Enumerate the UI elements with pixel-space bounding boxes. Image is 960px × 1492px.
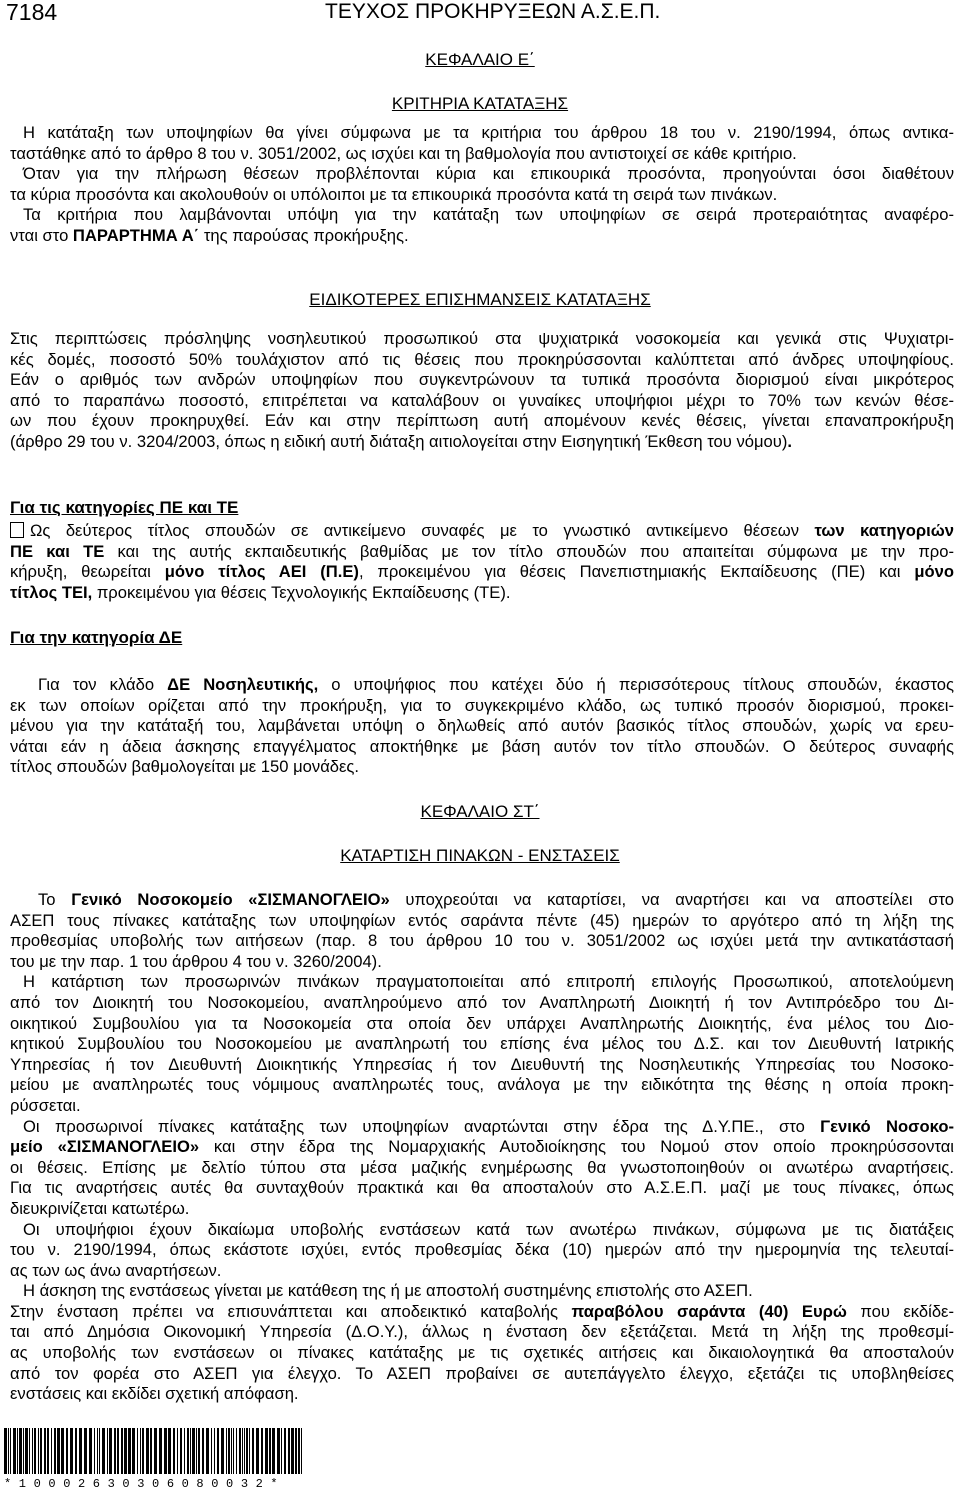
barcode-bar (150, 1428, 152, 1474)
text-line: Υπηρεσίας ή τον Διευθυντή Διοικητικής Υπηρεσίας ή τον Διευθυντή της Νοσηλευτικής Υπηρεσίας του Νοσοκο- (10, 1054, 954, 1074)
text-segment: , προκειμένου για θέσεις Πανεπιστημιακής Εκπαίδευσης (ΠΕ) και (358, 562, 915, 582)
barcode-bar (40, 1428, 42, 1474)
barcode-bar (109, 1428, 112, 1474)
text-line: Εάν ο αριθμός των ανδρών υποψηφίων που συγκεντρώνουν τα τυπικά προσόντα διορισμού είναι μικρότερος (10, 370, 954, 390)
text-line (10, 562, 954, 583)
text-line: από το παραπάνω ποσοστό, επιτρέπεται να καταλάβουν οι γυναίκες υποψήφιοι μέχρι το 70% των κενών θέσε- (10, 390, 954, 410)
text-line (10, 542, 954, 563)
page-header (6, 0, 954, 30)
barcode-bar (128, 1428, 131, 1474)
barcode-bar (202, 1428, 204, 1474)
text-line (10, 432, 954, 453)
barcode-bar (117, 1428, 119, 1474)
barcode-bar (154, 1428, 157, 1474)
barcode-bar (187, 1428, 189, 1474)
barcode-bar (221, 1428, 224, 1474)
barcode-bar (295, 1428, 297, 1474)
barcode-bar (180, 1428, 182, 1474)
text-line: τίτλος σπουδών βαθμολογείται με 150 μονάδες. (10, 757, 360, 777)
pe-te-paragraph (10, 521, 954, 603)
barcode-bar (146, 1428, 149, 1474)
barcode-bar (70, 1428, 73, 1474)
barcode-bar (272, 1428, 275, 1474)
text-line: οικητικού Συμβουλίου για τα Νοσοκομεία στα οποία δεν υπάρχει Αναπληρωτής Διοικητής, ένα μέλος του Διο- (10, 1013, 954, 1033)
tables-objections-paragraphs (10, 890, 954, 1405)
barcode-bar (97, 1428, 98, 1474)
text-line: Οι υποψήφιοι έχουν δικαίωμα υποβολής ενστάσεων κατά των ανωτέρω πινάκων, σύμφωνα με τις διατάξεις (23, 1219, 954, 1239)
journal-title: ΤΕΥΧΟΣ ΠΡΟΚΗΡΥΞΕΩΝ Α.Σ.Ε.Π. (325, 0, 661, 23)
barcode-bar (114, 1428, 116, 1474)
text-line: εκ των οποίων ορίζεται από την προκήρυξη, για το συγκεκριμένο κλάδο, ως τυπικό προσόν διορισμού, προκει- (10, 695, 954, 715)
barcode-bar (298, 1428, 300, 1474)
chapter-e-heading: ΚΕΦΑΛΑΙΟ Ε΄ (425, 50, 535, 69)
barcode-bar (47, 1428, 49, 1474)
barcode-bar (168, 1428, 171, 1474)
text-segment: και της αυτής εκπαιδευτικής βαθμίδας με τον τίτλο σπουδών που απαιτείται σύμφωνα με την προ- (104, 541, 954, 561)
barcode-bar (233, 1428, 234, 1474)
barcode-bar (99, 1428, 100, 1474)
text-line: Η άσκηση της ενστάσεως γίνεται με κατάθεση της ή με αποστολή συστημένης επιστολής στο ΑΣΕΠ. (23, 1281, 753, 1301)
barcode-bar (51, 1428, 52, 1474)
barcode-bar (137, 1428, 138, 1474)
text-line: νάται εάν η άδεια άσκησης επαγγέλματος αποκτήθηκε με βάση αυτόν τον τίτλο σπουδών. Ο δεύτερος συναφής (10, 736, 954, 756)
text-line: ΑΣΕΠ τους πίνακες κατάταξης των υποψηφίων εντός σαράντα πέντε (45) ημερών το αργότερο από τη λήξη της (10, 910, 954, 930)
barcode-bar (13, 1428, 16, 1474)
text-line: μένου για την κατάταξή του, λαμβάνεται υπόψη ο δηλωθείς από αυτόν βασικός τίτλος σπουδών, χωρίς να ερευ- (10, 716, 954, 736)
barcode-bar (226, 1428, 227, 1474)
barcode-bar (249, 1428, 250, 1474)
page-number: 7184 (6, 0, 58, 25)
chapter-st-heading: ΚΕΦΑΛΑΙΟ ΣΤ΄ (420, 802, 540, 821)
chapter-st-subheading: ΚΑΤΑΡΤΙΣΗ ΠΙΝΑΚΩΝ - ΕΝΣΤΑΣΕΙΣ (340, 846, 620, 865)
barcode-bar (244, 1428, 245, 1474)
barcode-bar (214, 1428, 215, 1474)
pe-te-heading: Για τις κατηγορίες ΠΕ και ΤΕ (10, 498, 239, 517)
barcode-bar (107, 1428, 108, 1474)
barcode-bar (54, 1428, 56, 1474)
barcode-bar (34, 1428, 36, 1474)
text-line: του με την παρ. 1 του άρθρου 4 του ν. 3260/2004). (10, 951, 382, 971)
text-segment: νται στο (10, 225, 73, 245)
text-line: τα κύρια προσόντα και ακολουθούν οι υπόλοιποι με τα επικουρικά προσόντα κατά τη σειρά των πινάκων. (10, 184, 778, 204)
text-line (10, 1117, 954, 1138)
barcode-bar (236, 1428, 237, 1474)
barcode-bar (4, 1428, 7, 1474)
barcode-bar (57, 1428, 60, 1474)
barcode-bar (94, 1428, 95, 1474)
barcode-bar (121, 1428, 123, 1474)
barcode-digits: *10002630306080032* (4, 1477, 286, 1491)
barcode-bar (265, 1428, 268, 1474)
text-segment: (άρθρο 29 του ν. 3204/2003, όπως η ειδική αυτή διάταξη αιτιολογείται στην Εισηγητική Έκθεση του νόμου) (10, 431, 788, 451)
text-line: οι θέσεις. Επίσης με δελτίο τύπου στα μέσα μαζικής ενημέρωσης θα γνωστοποιηθούν οι ανωτέρω αναρτήσεις. (10, 1157, 954, 1177)
text-line (10, 890, 954, 911)
text-segment: και στην έδρα της Νομαρχιακής Αυτοδιοίκησης του Νομού στον οποίο προκηρύσσονται (199, 1137, 954, 1157)
barcode-bar (261, 1428, 263, 1474)
barcode-bar (75, 1428, 77, 1474)
text-segment: Για τον κλάδο (38, 675, 168, 694)
barcode-bar (164, 1428, 167, 1474)
barcode-bar (66, 1428, 68, 1474)
barcode-bar (277, 1428, 280, 1474)
text-segment: που εκδίδε- (846, 1301, 954, 1321)
chapter-e-subheading: ΚΡΙΤΗΡΙΑ ΚΑΤΑΤΑΞΗΣ (391, 94, 569, 113)
text-line: Η κατάρτιση των προσωρινών πινάκων πραγματοποιείται από επιτροπή επιλογής Προσωπικού, αποτελούμενη (23, 972, 954, 992)
barcode-bar (102, 1428, 105, 1474)
text-segment: τίτλος ΤΕΙ, (10, 582, 93, 602)
text-segment: υποχρεούται να καταρτίσει, να αναρτήσει και να αποστείλει στο (389, 890, 955, 909)
barcode-bar (23, 1428, 24, 1474)
special-notes-heading: ΕΙΔΙΚΟΤΕΡΕΣ ΕΠΙΣΗΜΑΝΣΕΙΣ ΚΑΤΑΤΑΞΗΣ (309, 290, 651, 309)
barcode-bar (19, 1428, 22, 1474)
text-line: ται από Δημόσια Οικονομική Υπηρεσία (Δ.Ο.Υ.), άλλως η ένσταση δεν εξετάζεται. Μετά τη λήξη της προθεσμί- (10, 1322, 954, 1342)
bullet-box-icon (10, 522, 24, 538)
text-segment: μόνο (914, 562, 954, 582)
text-line: του ν. 2190/1994, όπως εκάστοτε ισχύει, εντός προθεσμίας δέκα (10) ημερών από την ημερομηνία της τελευταί- (10, 1240, 954, 1260)
text-line: Για τις αναρτήσεις αυτές θα συνταχθούν πρακτικά και θα αποσταλούν στο Α.Σ.Ε.Π. μαζί με τους πίνακες, όπως (10, 1178, 954, 1198)
text-segment: ΠΕ και ΤΕ (10, 541, 105, 561)
barcode-bar (10, 1428, 11, 1474)
barcode-bar (132, 1428, 135, 1474)
barcode-bar (228, 1428, 230, 1474)
barcode-bar (198, 1428, 200, 1474)
text-line: Στις περιπτώσεις πρόσληψης νοσηλευτικού προσωπικού στα ψυχιατρικά νοσοκομεία και γενικά στις Ψυχιατρι- (10, 329, 954, 348)
barcode-bar (25, 1428, 28, 1474)
barcode-bar (281, 1428, 282, 1474)
barcode-bar (8, 1428, 9, 1474)
text-line: Όταν για την πλήρωση θέσεων προβλέπονται κύρια και επικουρικά προσόντα, προηγούνται όσοι διαθέτουν (23, 164, 954, 184)
barcode-bar (89, 1428, 92, 1474)
annex-reference: ΠΑΡΑΡΤΗΜΑ Α΄ (72, 225, 200, 245)
text-line: κές δομές, ποσοστό 50% τουλάχιστον από τις θέσεις που προκηρύσσονται καλύπτεται από άνδρες υποψηφίους. (10, 349, 954, 369)
barcode-bar (206, 1428, 209, 1474)
text-line: διευκρινίζεται κατωτέρω. (10, 1198, 190, 1218)
barcode-bar (288, 1428, 290, 1474)
barcode-bar (17, 1428, 18, 1474)
barcode-bar (256, 1428, 259, 1474)
text-segment: Γενικό Νοσοκο- (820, 1116, 954, 1136)
text-segment: προκειμένου για θέσεις Τεχνολογικής Εκπαίδευσης (ΤΕ). (92, 582, 511, 602)
barcode-bar (184, 1428, 185, 1474)
text-line (10, 1137, 954, 1158)
barcode-bar (79, 1428, 82, 1474)
barcode-bar (38, 1428, 39, 1474)
barcode-bar (231, 1428, 232, 1474)
barcode-bar (192, 1428, 195, 1474)
text-line (10, 226, 954, 247)
text-line: από τον φορέα στο ΑΣΕΠ για έλεγχο. Το ΑΣΕΠ προβαίνει σε αυτεπάγγελτο έλεγχο, εξετάζει τις υποβληθείσες (10, 1363, 954, 1383)
barcode-bar (84, 1428, 87, 1474)
text-line: ενστάσεις και εκδίδει σχετική απόφαση. (10, 1384, 299, 1404)
hospital-name: Γενικό Νοσοκομείο «ΣΙΣΜΑΝΟΓΛΕΙΟ» (71, 890, 390, 909)
text-line: μείου με αναπληρωτές τους νόμιμους αναπληρωτές τους, ανάλογα με την ειδικότητα της θέσης η οποία προκη- (10, 1075, 954, 1095)
barcode-bar (29, 1428, 30, 1474)
text-line: ας υποβολής των ενστάσεων οι πίνακες κατάταξης με τις σχετικές αιτήσεις και δικαιολογητικά θα αποσταλούν (10, 1343, 954, 1363)
text-segment: μόνο τίτλος ΑΕΙ (Π.Ε) (164, 562, 359, 582)
de-paragraph (10, 675, 954, 778)
barcode-bar (284, 1428, 286, 1474)
text-segment: Ως δεύτερος τίτλος σπουδών σε αντικείμενο συναφές με το γνωστικό αντικείμενο θέσεων (30, 521, 815, 540)
text-segment: κήρυξη, θεωρείται (10, 562, 165, 582)
ranking-paragraphs (10, 123, 954, 247)
barcode-bar (177, 1428, 178, 1474)
text-line (10, 675, 954, 696)
de-heading: Για την κατηγορία ΔΕ (10, 628, 183, 647)
fee-amount: παραβόλου σαράντα (40) Ευρώ (571, 1301, 847, 1321)
barcode-bar (140, 1428, 141, 1474)
barcode-bar (142, 1428, 144, 1474)
barcode-bar (269, 1428, 271, 1474)
barcode-bars (4, 1428, 304, 1474)
barcode-bar (242, 1428, 243, 1474)
barcode-bar (239, 1428, 241, 1474)
text-line: ταστάθηκε από το άρθρο 8 του ν. 3051/2002, ως ισχύει και τη βαθμολογία που αντιστοιχεί σε κάθε κριτήριο. (10, 143, 797, 163)
text-segment: Οι προσωρινοί πίνακες κατάταξης των υποψηφίων αναρτώνται στην έδρα της Δ.Υ.ΠΕ., στο (23, 1116, 821, 1136)
text-line (10, 583, 954, 604)
barcode-bar (196, 1428, 197, 1474)
barcode-bar (159, 1428, 162, 1474)
barcode-bar (217, 1428, 219, 1474)
barcode-bar (190, 1428, 191, 1474)
text-line (10, 521, 954, 542)
barcode-bar (246, 1428, 248, 1474)
barcode-bar (211, 1428, 212, 1474)
barcode-bar (44, 1428, 46, 1474)
text-segment: . (787, 431, 793, 451)
barcode-bar (291, 1428, 294, 1474)
text-line: Τα κριτήρια που λαμβάνονται υπόψη για την κατάταξη των υποψηφίων σε σειρά προτεραιότητας αναφέρο- (23, 205, 954, 225)
barcode-bar (32, 1428, 33, 1474)
special-notes-paragraph (10, 329, 954, 453)
barcode (4, 1428, 304, 1492)
text-segment: Στην ένσταση πρέπει να επισυνάπτεται και αποδεικτικό καταβολής (10, 1301, 572, 1321)
barcode-bar (301, 1428, 302, 1474)
barcode-bar (124, 1428, 127, 1474)
text-segment: ΔΕ Νοσηλευτικής, (167, 675, 319, 694)
text-segment: Το (38, 890, 72, 909)
text-segment: της παρούσας προκήρυξης. (199, 225, 409, 245)
text-line: Η κατάταξη των υποψηφίων θα γίνει σύμφωνα με τα κριτήρια του άρθρου 18 του ν. 2190/1994, όπως αντικα- (23, 123, 954, 142)
text-segment: μείο «ΣΙΣΜΑΝΟΓΛΕΙΟ» (10, 1137, 200, 1157)
barcode-bar (252, 1428, 254, 1474)
barcode-bar (173, 1428, 175, 1474)
text-segment: των κατηγοριών (814, 521, 954, 540)
text-line: ας των ως άνω αναρτήσεων. (10, 1260, 222, 1280)
text-segment: ο υποψήφιος που κατέχει δύο ή περισσότερους τίτλους σπουδών, έκαστος (318, 675, 955, 694)
text-line: από τον Διοικητή του Νοσοκομείου, αναπληρούμενο από τον Αναπληρωτή Διοικητή ή τον Αντιπρόεδρο του Δι- (10, 992, 954, 1012)
barcode-bar (61, 1428, 64, 1474)
text-line: κητικού Συμβουλίου του Νοσοκομείου με αναπληρωτή του επίσης ένα μέλος του Δ.Σ. και τον Διευθυντή Ιατρικής (10, 1034, 954, 1054)
text-line: ρύσσεται. (10, 1095, 81, 1115)
text-line (10, 1302, 954, 1323)
text-line: προθεσμίας υποβολής των αιτήσεων (παρ. 8 του άρθρου 10 του ν. 3051/2002 ως ισχύει μετά την αντικατάστασή (10, 931, 954, 951)
text-line: ων που έχουν προκηρυχθεί. Εάν και στην περίπτωση αυτή απομένουν κενές θέσεις, γίνεται επαναπροκήρυξη (10, 411, 954, 431)
